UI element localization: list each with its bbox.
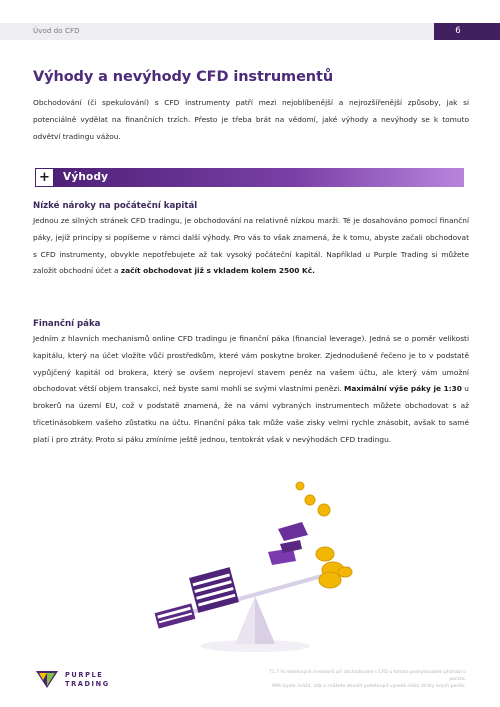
subsection-heading-leverage: Finanční páka <box>33 319 101 329</box>
risk-disclaimer: 71,7 % retailových investorů při obchodování s CFD u tohoto poskytovatele přichází o peníze. Měli byste zvážit, zda si můžete dovolit podstoupit vysoké riziko ztráty svých peněz. <box>268 670 466 689</box>
plus-icon: + <box>35 168 54 187</box>
leverage-seesaw-illustration <box>150 470 360 655</box>
bold-highlight: Maximální výše páky je 1:30 <box>344 384 462 394</box>
section-title: Výhody <box>63 171 109 183</box>
banknote-stack-icon <box>189 567 239 613</box>
intro-paragraph: Obchodování (či spekulování) s CFD instrumenty patří mezi nejoblíbenější a nejrozšířenější způsoby, jak si potenciálně vydělat na finančních trzích. Přesto je třeba brát na vědomí, jaké výhody a nevýhody se k tomuto odvětví tradingu vážou. <box>33 98 469 141</box>
header-title: Úvod do CFD <box>33 27 80 35</box>
bold-highlight: začít obchodovat již s vkladem kolem 2500 Kč. <box>120 266 315 276</box>
brand-logo-text: PURPLE TRADING <box>65 671 110 688</box>
page-number: 6 <box>455 26 461 36</box>
subsection-text-capital: Jednou ze silných stránek CFD tradingu, je obchodování na relativně nízkou marži. Té je dosahováno pomocí finanční páky, jejíž principy si popíšeme v rámci další výhody. Pro vás to však znamená, že k tomu, abyste začali obchodovat s CFD instrumenty, obvykle nepotřebujete až tak vysoký počáteční kapitál. Například u Purple Trading si můžete založit obchodní účet a začít obchodovat již s vkladem kolem 2500 Kč. <box>33 216 469 276</box>
page-title: Výhody a nevýhody CFD instrumentů <box>33 69 334 85</box>
subsection-heading-capital: Nízké nároky na počáteční kapitál <box>33 201 198 211</box>
flying-banknote-icon <box>268 522 308 565</box>
banknote-stack-icon <box>155 603 196 628</box>
purple-trading-logo-icon <box>36 669 58 689</box>
subsection-text-leverage: Jedním z hlavních mechanismů online CFD tradingu je finanční páka (financial leverage). Jedná se o poměr velikosti kapitálu, který na účet vložíte vůči prostředkům, které vám poskytne broker. Zjednodušeně řečeno je to v podstatě vypůjčený kapitál od brokera, který se ovšem neprojeví stavem peněz na vašem účtu, ale který vám umožní obchodovat větší objem transakcí, než byste sami mohli se svými vlastními penězi. Maximální výše páky je 1:30 u brokerů na území EU, což v podstatě znamená, že na vámi vybraných instrumentech můžete obchodovat s až třicetinásobkem vašeho zůstatku na účtu. Finanční páka tak může vaše zisky velmi rychle znásobit, avšak to samé platí i pro ztráty. Proto si páku zmíníme ještě jednou, tentokrát však v nevýhodách CFD tradingu. <box>33 334 469 444</box>
